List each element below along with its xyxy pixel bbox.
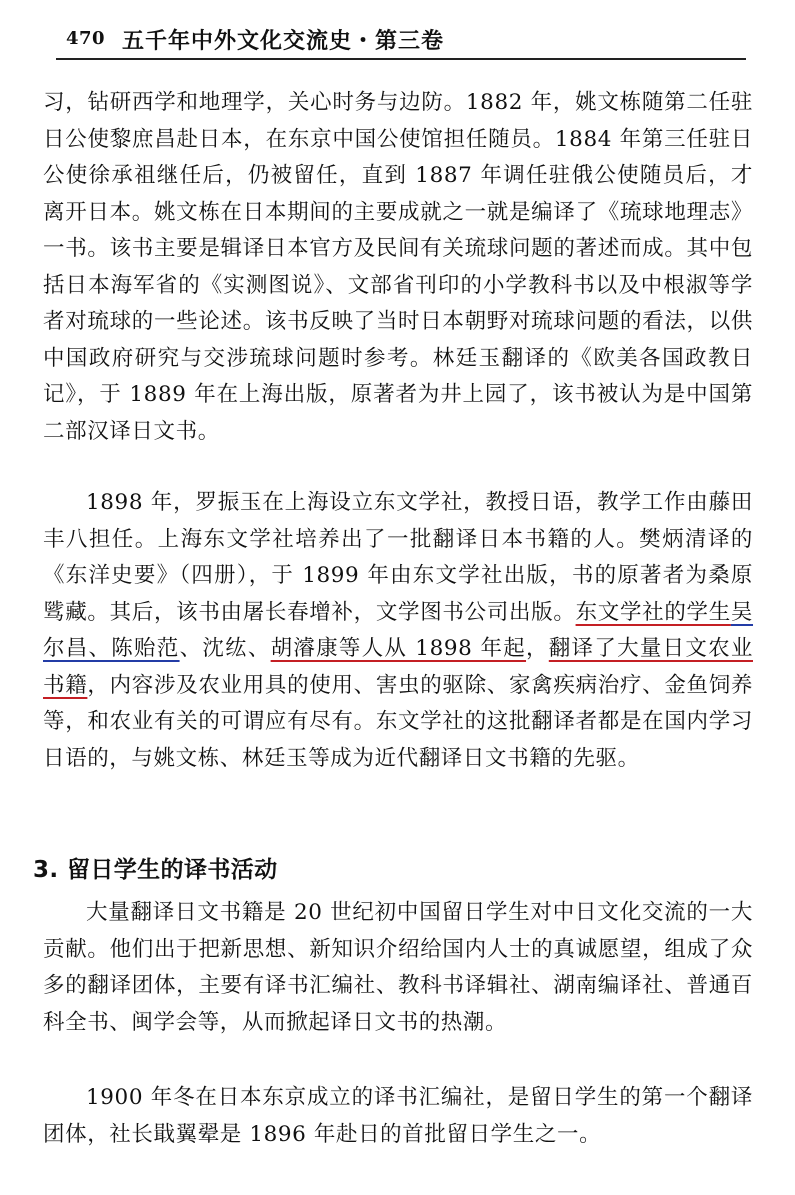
blue-underline-names: 吴尔昌、陈贻范 — [43, 599, 754, 661]
paragraph-2-seg1: 1898 年，罗振玉在上海设立东文学社，教授日语，教学工作由藤田丰八担任。上海东文学社培养出了一批翻译日本书籍的人。樊炳清译的《东洋史要》（四册），于 1899 年由东文学社出版，书的原著者为桑原骘藏。其后，该书由屠长春增补，文学图书公司出版。 — [43, 490, 753, 625]
running-head — [56, 20, 746, 60]
paragraph-3-text: 大量翻译日文书籍是 20 世纪初中国留日学生对中日文化交流的一大贡献。他们出于把新思想、新知识介绍给国内人士的真诚愿望，组成了众多的翻译团体，主要有译书汇编社、教科书译辑社、湖南编译社、普通百科全书、闽学会等，从而掀起译日文书的热潮。 — [43, 900, 753, 1035]
red-underline-agri-books: 翻译了大量日文农业书籍 — [43, 636, 753, 698]
book-title: 五千年中外文化交流史・第三卷 — [122, 28, 445, 54]
paragraph-3 — [43, 895, 753, 1041]
red-underline-students: 东文学社的学生 — [575, 599, 731, 625]
paragraph-2-seg3: ， — [526, 636, 549, 661]
paragraph-2-seg2: 、沈纮、 — [179, 636, 271, 661]
paragraph-2-seg4: ，内容涉及农业用具的使用、害虫的驱除、家禽疾病治疗、金鱼饲养等，和农业有关的可谓应有尽有。东文学社的这批翻译者都是在国内学习日语的，与姚文栋、林廷玉等成为近代翻译日文书籍的先驱。 — [43, 672, 753, 771]
paragraph-1-text: 习，钻研西学和地理学，关心时务与边防。1882 年，姚文栋随第二任驻日公使黎庶昌赴日本，在东京中国公使馆担任随员。1884 年第三任驻日公使徐承祖继任后，仍被留任，直到 1887 年调任驻俄公使随员后，才离开日本。姚文栋在日本期间的主要成就之一就是编译了《琉球地理志》一书。该书主要是辑译日本官方及民间有关琉球问题的著述而成。其中包括日本海军省的《实测图说》、文部省刊印的小学教科书以及中根淑等学者对琉球的一些论述。该书反映了当时日本朝野对琉球问题的看法，以供中国政府研究与交涉琉球问题时参考。林廷玉翻译的《欧美各国政教日记》，于 1889 年在上海出版，原著者为井上园了，该书被认为是中国第二部汉译日文书。 — [43, 90, 753, 444]
paragraph-4 — [43, 1080, 753, 1153]
paragraph-2 — [43, 485, 753, 777]
paragraph-1 — [43, 85, 753, 450]
page-number: 470 — [66, 28, 106, 49]
paragraph-4-text: 1900 年冬在日本东京成立的译书汇编社，是留日学生的第一个翻译团体，社长戢翼翚是 1896 年赴日的首批留日学生之一。 — [43, 1085, 753, 1147]
red-underline-since-1898: 胡濬康等人从 1898 年起 — [270, 636, 527, 661]
paragraph-2-text — [43, 485, 753, 777]
section-heading: 3. 留日学生的译书活动 — [33, 857, 278, 883]
